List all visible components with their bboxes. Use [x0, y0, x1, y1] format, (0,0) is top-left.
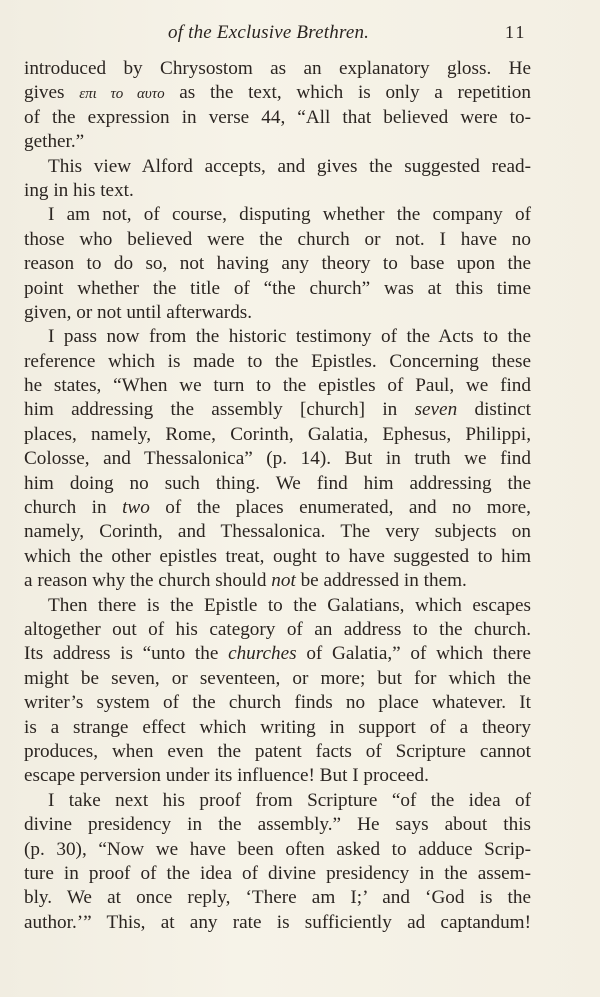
text-line: [24, 57, 531, 81]
text-line: [24, 374, 531, 398]
running-head: [0, 22, 600, 46]
text-segment: gether.”: [24, 131, 85, 153]
text-line: [24, 496, 531, 520]
greek-phrase: επι το αυτο: [79, 86, 165, 103]
text-line: [24, 691, 531, 715]
text-segment: he states, “When we turn to the epistles of Paul, we find: [24, 375, 531, 397]
text-line: [24, 886, 531, 910]
running-head-title: of the Exclusive Brethren.: [168, 22, 370, 43]
text-segment: him addressing the assembly [church] in: [24, 399, 415, 421]
text-segment: of the places enumerated, and no more,: [149, 497, 531, 519]
text-segment: Its address is “unto the: [24, 643, 229, 665]
text-segment: those who believed were the church or not. I have no: [24, 228, 531, 250]
text-segment: altogether out of his category of an address to the church.: [24, 618, 531, 640]
text-segment: writer’s system of the church finds no place whatever. It: [24, 692, 531, 714]
text-segment: introduced by Chrysostom as an explanatory gloss. He: [24, 58, 531, 79]
text-line: [24, 155, 531, 179]
text-segment: namely, Corinth, and Thessalonica. The very subjects on: [24, 521, 531, 543]
text-line: [24, 740, 531, 764]
text-line: [24, 838, 531, 862]
text-segment: This view Alford accepts, and gives the suggested read-: [48, 155, 531, 177]
italic-text: seven: [414, 399, 458, 421]
italic-text: two: [122, 497, 150, 519]
text-line: [24, 447, 531, 471]
italic-text: churches: [228, 643, 297, 665]
italic-text: not: [271, 570, 296, 592]
text-segment: might be seven, or seventeen, or more; but for which the: [24, 667, 531, 689]
text-segment: reference which is made to the Epistles. Concerning these: [24, 350, 531, 372]
text-line: [24, 472, 531, 496]
text-line: [24, 423, 531, 447]
text-line: [24, 569, 531, 593]
text-line: [24, 545, 531, 569]
text-line: [24, 667, 531, 691]
text-line: [24, 203, 531, 227]
body-text: [24, 57, 531, 935]
text-segment: I am not, of course, disputing whether the company of: [48, 204, 531, 226]
text-segment: church in: [24, 497, 123, 519]
text-line: [24, 520, 531, 544]
text-line: [24, 911, 531, 935]
text-line: [24, 716, 531, 740]
text-line: [24, 277, 531, 301]
text-segment: is a strange effect which writing in support of a theory: [24, 716, 531, 738]
text-segment: point whether the title of “the church” was at this time: [24, 277, 531, 299]
text-line: [24, 789, 531, 813]
page-number: 11: [505, 22, 527, 42]
text-segment: Colosse, and Thessalonica” (p. 14). But in truth we find: [24, 448, 531, 470]
text-line: [24, 228, 531, 252]
text-segment: I pass now from the historic testimony of the Acts to the: [48, 326, 531, 348]
text-segment: be addressed in them.: [295, 570, 467, 592]
text-segment: him doing no such thing. We find him addressing the: [24, 472, 531, 494]
text-line: [24, 764, 531, 788]
text-segment: author.’” This, at any rate is sufficiently ad captandum!: [24, 911, 531, 933]
text-line: [24, 179, 531, 203]
text-segment: ing in his text.: [24, 179, 134, 201]
text-line: [24, 398, 531, 422]
text-line: [24, 325, 531, 349]
text-segment: produces, when even the patent facts of Scripture cannot: [24, 740, 531, 762]
text-line: [24, 252, 531, 276]
text-line: [24, 813, 531, 837]
text-segment: escape perversion under its influence! But I proceed.: [24, 765, 429, 787]
text-segment: places, namely, Rome, Corinth, Galatia, Ephesus, Philippi,: [24, 423, 531, 445]
text-segment: Then there is the Epistle to the Galatians, which escapes: [48, 594, 531, 616]
text-segment: divine presidency in the assembly.” He says about this: [24, 814, 531, 836]
text-line: [24, 350, 531, 374]
text-segment: reason to do so, not having any theory to base upon the: [24, 253, 531, 275]
text-line: [24, 642, 531, 666]
text-line: [24, 130, 531, 154]
text-line: [24, 81, 531, 105]
text-segment: which the other epistles treat, ought to have suggested to him: [24, 545, 531, 567]
text-segment: ture in proof of the idea of divine presidency in the assem-: [24, 862, 531, 884]
text-segment: gives: [24, 82, 80, 104]
text-segment: (p. 30), “Now we have been often asked to adduce Scrip-: [24, 838, 531, 860]
text-segment: of the expression in verse 44, “All that believed were to-: [24, 106, 531, 128]
text-line: [24, 106, 531, 130]
text-segment: distinct: [457, 399, 531, 421]
text-line: [24, 862, 531, 886]
text-line: [24, 301, 531, 325]
text-segment: as the text, which is only a repetition: [164, 82, 531, 104]
text-segment: of Galatia,” of which there: [296, 643, 531, 665]
text-line: [24, 594, 531, 618]
text-line: [24, 618, 531, 642]
text-segment: a reason why the church should: [24, 570, 272, 592]
text-segment: given, or not until afterwards.: [24, 301, 253, 323]
text-segment: bly. We at once reply, ‘There am I;’ and ‘God is the: [24, 887, 531, 909]
text-segment: I take next his proof from Scripture “of the idea of: [48, 789, 531, 811]
